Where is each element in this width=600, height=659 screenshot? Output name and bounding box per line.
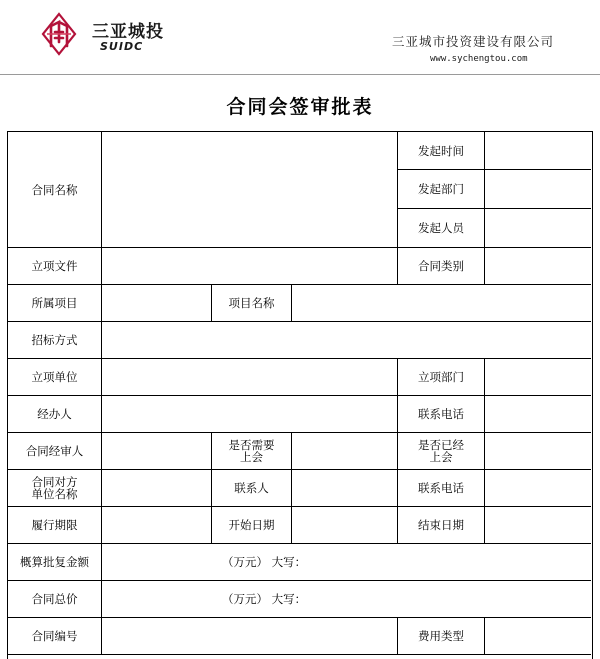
label-already-cosign: 是否已经上会 <box>398 433 485 470</box>
label-start-person: 发起人员 <box>398 209 485 248</box>
label-handler: 经办人 <box>8 396 102 433</box>
label-contact-person: 联系人 <box>212 470 292 507</box>
company-website: www.sychengtou.com <box>430 54 528 64</box>
input-counterparty[interactable] <box>102 470 212 507</box>
input-contract-no[interactable] <box>102 618 398 655</box>
label-contract-type: 合同类别 <box>398 248 485 285</box>
input-bid-method[interactable] <box>102 322 591 359</box>
input-belong-project[interactable] <box>102 285 212 322</box>
input-need-cosign[interactable] <box>292 433 398 470</box>
label-contact-phone-1: 联系电话 <box>398 396 485 433</box>
input-start-dept[interactable] <box>485 170 591 209</box>
input-budget-amount[interactable]: （万元） 大写： <box>102 544 591 581</box>
input-project-unit[interactable] <box>102 359 398 396</box>
label-contract-name: 合同名称 <box>8 132 102 248</box>
header-divider <box>0 74 600 75</box>
label-start-date: 开始日期 <box>212 507 292 544</box>
label-project-dept: 立项部门 <box>398 359 485 396</box>
label-need-cosign: 是否需要上会 <box>212 433 292 470</box>
label-project-doc: 立项文件 <box>8 248 102 285</box>
label-contract-no: 合同编号 <box>8 618 102 655</box>
approval-form-table <box>7 131 593 659</box>
input-fee-type[interactable] <box>485 618 591 655</box>
label-budget-amount: 概算批复金额 <box>8 544 102 581</box>
input-already-cosign[interactable] <box>485 433 591 470</box>
company-name: 三亚城市投资建设有限公司 <box>392 34 555 49</box>
logo-text-cn: 三亚城投 <box>92 22 164 42</box>
input-project-name[interactable] <box>292 285 591 322</box>
form-title: 合同会签审批表 <box>226 96 374 118</box>
page-header <box>0 0 600 76</box>
input-duration[interactable] <box>102 507 212 544</box>
logo-text-en: SUIDC <box>100 40 144 53</box>
label-total-price: 合同总价 <box>8 581 102 618</box>
label-counterparty: 合同对方单位名称 <box>8 470 102 507</box>
input-contract-name[interactable] <box>102 132 398 248</box>
label-contact-phone-2: 联系电话 <box>398 470 485 507</box>
input-start-person[interactable] <box>485 209 591 248</box>
input-total-price[interactable]: （万元） 大写： <box>102 581 591 618</box>
label-project-unit: 立项单位 <box>8 359 102 396</box>
label-fee-type: 费用类型 <box>398 618 485 655</box>
input-end-date[interactable] <box>485 507 591 544</box>
input-contract-type[interactable] <box>485 248 591 285</box>
input-start-time[interactable] <box>485 132 591 170</box>
label-start-time: 发起时间 <box>398 132 485 170</box>
label-project-name: 项目名称 <box>212 285 292 322</box>
suidc-logo-icon <box>41 12 77 56</box>
input-project-dept[interactable] <box>485 359 591 396</box>
input-contact-phone-1[interactable] <box>485 396 591 433</box>
input-contact-person[interactable] <box>292 470 398 507</box>
input-project-doc[interactable] <box>102 248 398 285</box>
label-end-date: 结束日期 <box>398 507 485 544</box>
label-belong-project: 所属项目 <box>8 285 102 322</box>
label-bid-method: 招标方式 <box>8 322 102 359</box>
label-contract-reviewer: 合同经审人 <box>8 433 102 470</box>
input-start-date[interactable] <box>292 507 398 544</box>
input-contact-phone-2[interactable] <box>485 470 591 507</box>
label-duration: 履行期限 <box>8 507 102 544</box>
label-start-dept: 发起部门 <box>398 170 485 209</box>
input-handler[interactable] <box>102 396 398 433</box>
input-contract-reviewer[interactable] <box>102 433 212 470</box>
